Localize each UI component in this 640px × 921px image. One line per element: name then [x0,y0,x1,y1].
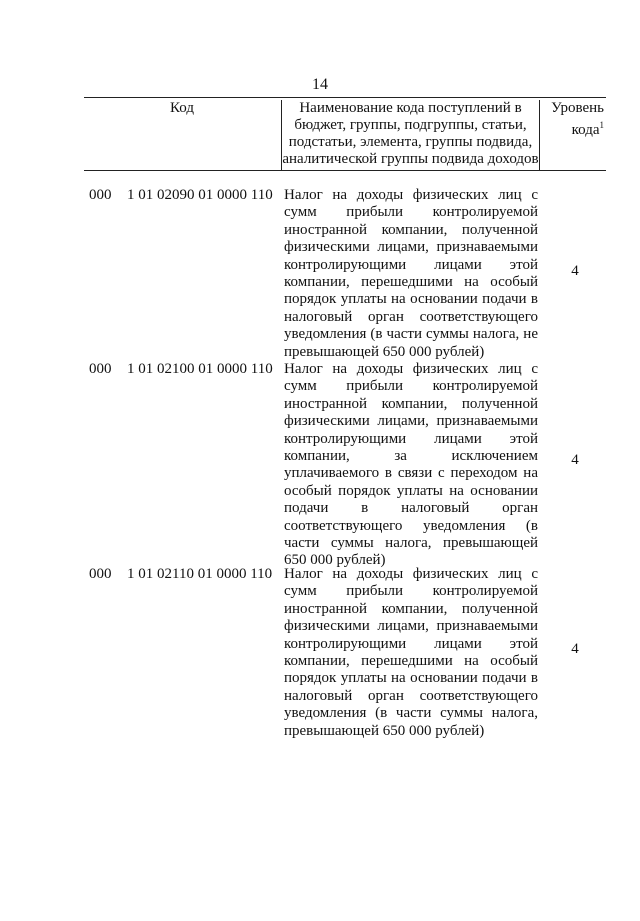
header-level-label: Уровень кода [551,100,604,138]
row-name: Налог на доходы физических лиц с сумм прибыли контролируемой иностранной компании, полученной физическими лицами, признаваемыми контролирующими лицами этой компании, перешедшими на особый порядок уплаты на основании подачи в налоговый орган соответствующего уведомления (в части суммы налога, превышающей 650 000 рублей) [284,566,538,739]
row-admin-code: 000 [89,566,112,582]
table-header [84,97,606,171]
row-name: Налог на доходы физических лиц с сумм прибыли контролируемой иностранной компании, полученной физическими лицами, признаваемыми контролирующими лицами этой компании, перешедшими на особый порядок уплаты на основании подачи в налоговый орган соответствующего уведомления (в части суммы налога, не превышающей 650 000 рублей) [284,187,538,360]
row-revenue-code: 1 01 02110 01 0000 110 [127,566,273,582]
header-code: Код [170,100,194,116]
header-level [540,100,606,170]
row-name: Налог на доходы физических лиц с сумм прибыли контролируемой иностранной компании, полученной физическими лицами, признаваемыми контролирующими лицами этой компании, за исключением уплачиваемого в связи с переходом на особый порядок уплаты на основании подачи в налоговый орган соответствующего уведомления (в части суммы налога, превышающей 650 000 рублей) [284,361,538,569]
row-revenue-code: 1 01 02090 01 0000 110 [127,187,273,203]
row-admin-code: 000 [89,361,112,377]
row-admin-code: 000 [89,187,112,203]
row-level: 4 [571,452,579,468]
row-level: 4 [571,263,579,279]
row-revenue-code: 1 01 02100 01 0000 110 [127,361,273,377]
header-name: Наименование кода поступлений в бюджет, группы, подгруппы, статьи, подстатьи, элемента, группы подвида, аналитической группы подвида доходов [281,100,540,170]
page-number: 14 [312,76,328,93]
header-level-footnote: 1 [599,120,604,130]
row-level: 4 [571,641,579,657]
